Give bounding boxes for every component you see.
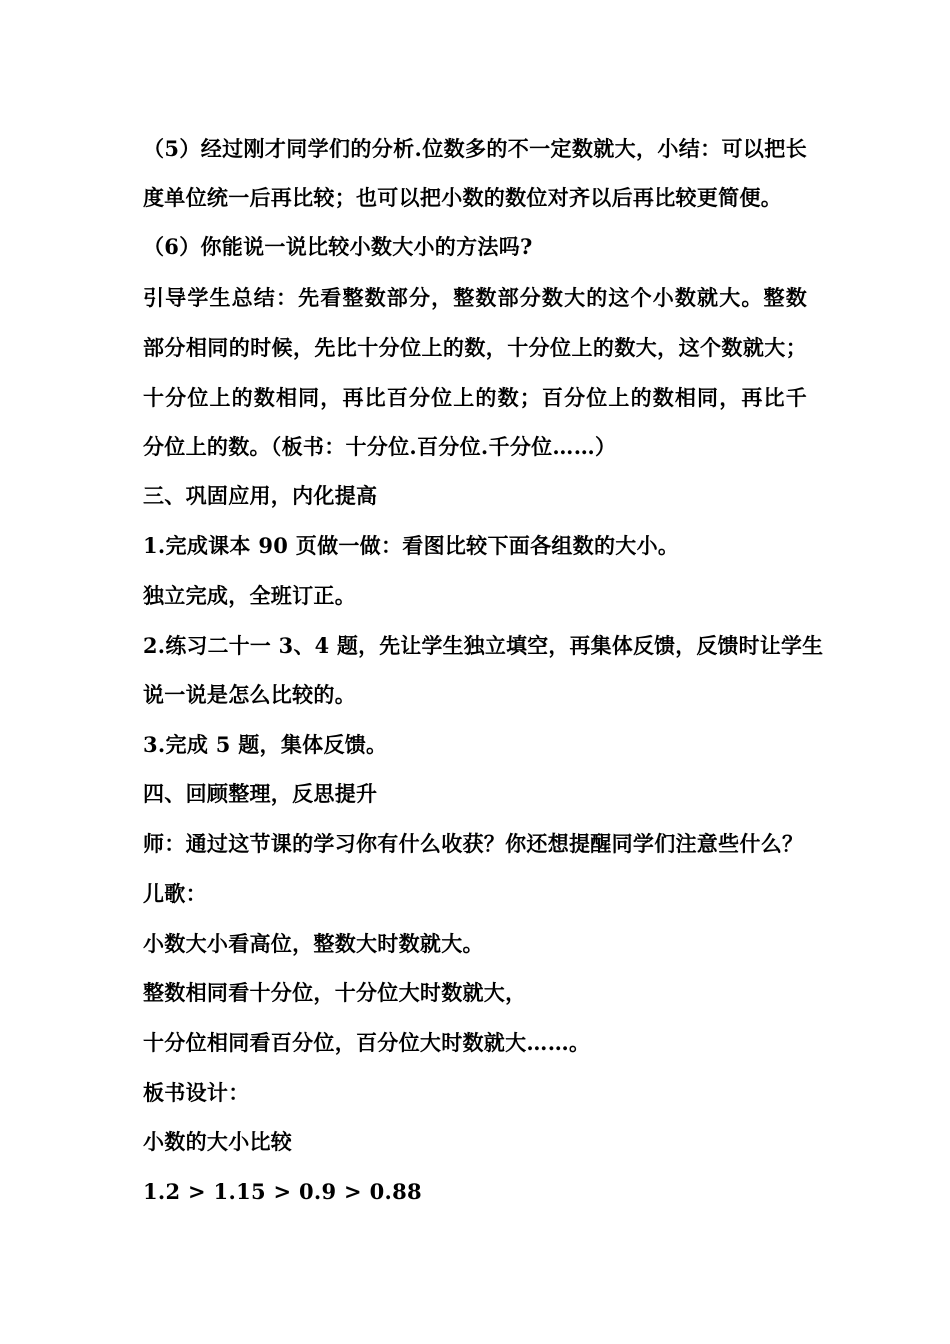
- text-line-4: 引导学生总结：先看整数部分，整数部分数大的这个小数就大。整数: [143, 285, 807, 310]
- section-heading-3: 三、巩固应用，内化提高: [143, 483, 378, 508]
- text-line-19: 十分位相同看百分位，百分位大时数就大……。: [143, 1030, 591, 1055]
- text-line-18: 整数相同看十分位，十分位大时数就大，: [143, 980, 527, 1005]
- board-title: 小数的大小比较: [143, 1129, 293, 1154]
- section-heading-4: 四、回顾整理，反思提升: [143, 781, 378, 806]
- text-line-11: 2.练习二十一 3、4 题，先让学生独立填空，再集体反馈，反馈时让学生: [143, 633, 824, 658]
- text-line-12: 说一说是怎么比较的。: [143, 682, 356, 707]
- text-line-13: 3.完成 5 题，集体反馈。: [143, 732, 388, 757]
- board-comparison: 1.2 > 1.15 > 0.9 > 0.88: [143, 1179, 422, 1204]
- text-line-9: 1.完成课本 90 页做一做：看图比较下面各组数的大小。: [143, 533, 680, 558]
- text-line-5: 部分相同的时候，先比十分位上的数，十分位上的数大，这个数就大；: [143, 335, 807, 360]
- text-line-17: 小数大小看高位，整数大时数就大。: [143, 931, 484, 956]
- text-line-1: （5）经过刚才同学们的分析.位数多的不一定数就大，小结：可以把长: [143, 136, 807, 161]
- text-line-20: 板书设计：: [143, 1080, 250, 1105]
- text-line-3: （6）你能说一说比较小数大小的方法吗?: [143, 234, 533, 259]
- text-line-7: 分位上的数。（板书：十分位.百分位.千分位……）: [143, 434, 617, 459]
- text-line-16: 儿歌：: [143, 881, 207, 906]
- text-line-10: 独立完成，全班订正。: [143, 583, 356, 608]
- text-line-15: 师：通过这节课的学习你有什么收获？你还想提醒同学们注意些什么？: [143, 831, 804, 856]
- text-line-2: 度单位统一后再比较；也可以把小数的数位对齐以后再比较更简便。: [143, 185, 782, 210]
- text-line-6: 十分位上的数相同，再比百分位上的数；百分位上的数相同，再比千: [143, 385, 807, 410]
